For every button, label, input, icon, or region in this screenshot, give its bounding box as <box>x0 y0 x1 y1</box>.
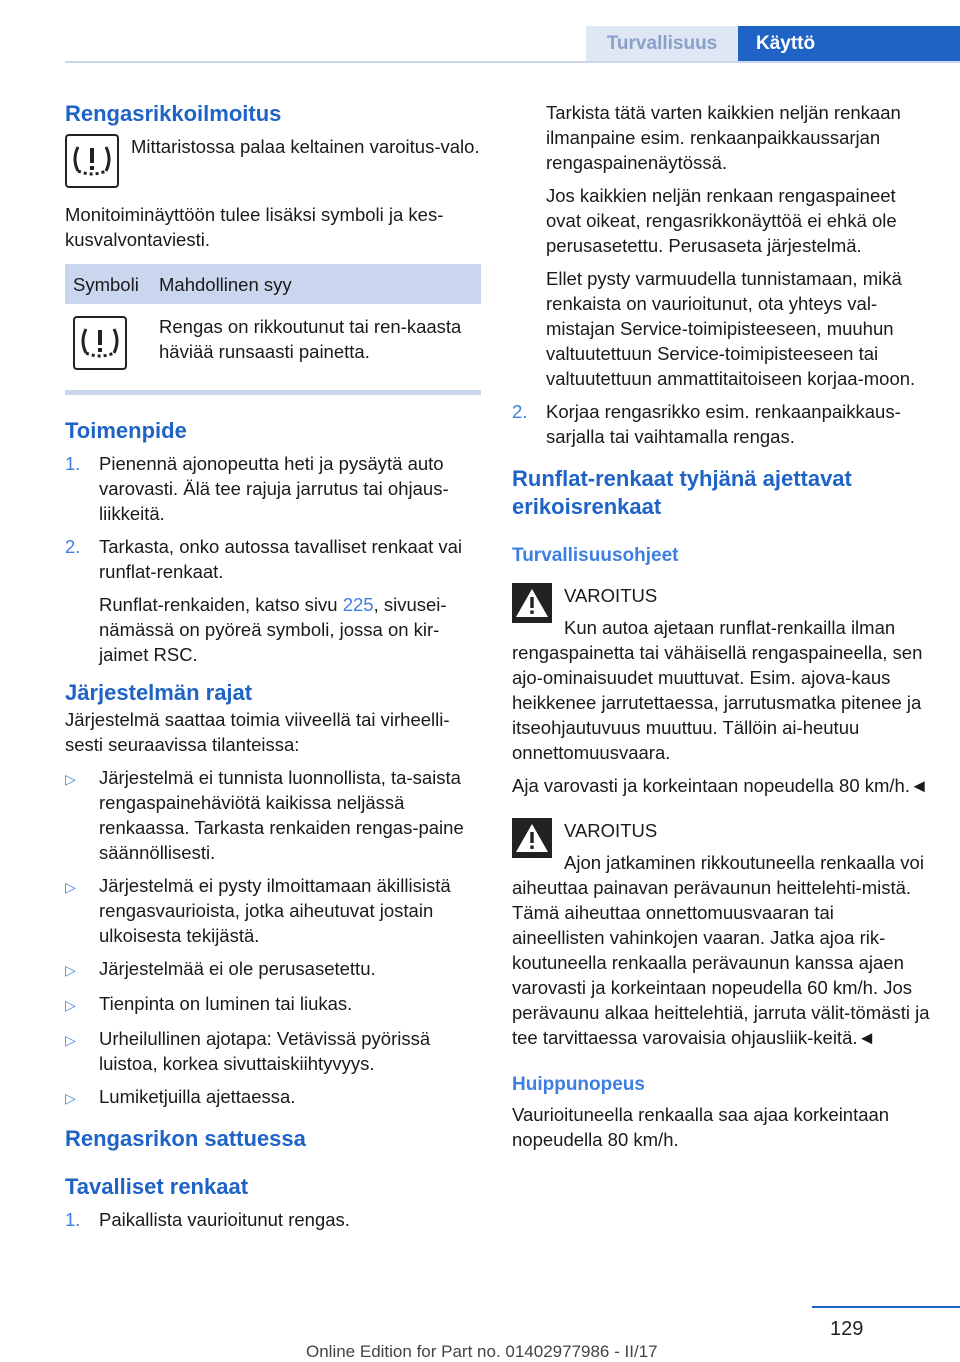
list-item <box>512 399 930 449</box>
table-row <box>65 304 481 378</box>
bullet-triangle-icon: ▷ <box>65 1032 76 1048</box>
list-item <box>65 873 481 948</box>
list-item <box>65 765 481 865</box>
rajat-list <box>65 765 481 1111</box>
rajat-intro: Järjestelmä saattaa toimia viiveellä tai virheelli-sesti seuraavissa tilanteissa: <box>65 709 450 755</box>
paragraph-ellet: Ellet pysty varmuudella tunnistamaan, mikä renkaista on vaurioitunut, ota yhteys val-mistajan Service-toimipisteeseen, muuhun valtuutettuun Service-toimipisteeseen tai valtuutettuun ammattitaitoiseen korjaa-moon. <box>546 268 916 389</box>
list-text: Lumiketjuilla ajettaessa. <box>99 1086 296 1107</box>
list-text: Paikallista vaurioitunut rengas. <box>99 1209 350 1230</box>
list-text: Järjestelmä ei tunnista luonnollista, ta-saista rengaspainehäviötä kaikissa neljässä renkaassa. Tarkasta renkaiden rengas-paine säännöllisesti. <box>99 767 464 863</box>
footer-rule <box>812 1306 960 1308</box>
list-number: 1. <box>65 1209 81 1230</box>
list-text: Tienpinta on luminen tai liukas. <box>99 993 353 1014</box>
page-link-225[interactable]: 225 <box>342 594 374 615</box>
warning-title-1: VAROITUS <box>564 585 658 606</box>
list-text: Pienennä ajonopeutta heti ja pysäytä auto varovasti. Älä tee rajuja jarrutus tai ohjaus-liikkeitä. <box>99 453 449 524</box>
toimenpide-list <box>65 451 481 667</box>
heading-tavalliset: Tavalliset renkaat <box>65 1174 249 1199</box>
table-header-symbol: Symboli <box>65 264 151 304</box>
edition-text: Online Edition for Part no. 01402977986 - II/17 <box>306 1342 658 1361</box>
list-text: Tarkasta, onko autossa tavalliset renkaat vai runflat-renkaat. <box>99 536 462 582</box>
table-bottom-rule <box>65 390 481 395</box>
list-body <box>99 534 481 667</box>
runflat-post: , sivusei-nämässä on pyöreä symboli, jossa on kir-jaimet RSC. <box>99 594 447 665</box>
heading-toimenpide: Toimenpide <box>65 418 187 443</box>
bullet-triangle-icon: ▷ <box>65 997 76 1013</box>
tire-pressure-warning-icon <box>73 316 127 370</box>
header-rule <box>65 61 960 63</box>
paragraph-monitoimi: Monitoiminäyttöön tulee lisäksi symboli ja kes-kusvalvontaviesti. <box>65 204 444 250</box>
left-column <box>65 100 481 1240</box>
header-chapter-tab[interactable]: Käyttö <box>738 26 960 61</box>
list-item <box>65 956 481 983</box>
warning-triangle-icon <box>512 818 552 858</box>
symbol-table <box>65 264 481 378</box>
heading-rengasrikkoilmoitus: Rengasrikkoilmoitus <box>65 101 282 126</box>
runflat-pre: Runflat-renkaiden, katso sivu <box>99 594 343 615</box>
bullet-triangle-icon: ▷ <box>65 1090 76 1106</box>
runflat-reference <box>99 592 481 667</box>
right-column <box>512 100 930 1152</box>
warning-triangle-icon <box>512 583 552 623</box>
list-number: 1. <box>65 453 81 474</box>
heading-runflat: Runflat-renkaat tyhjänä ajettavat erikoisrenkaat <box>512 466 852 519</box>
list-text: Järjestelmä ei pysty ilmoittamaan äkillisistä rengasvaurioista, jotka aiheutuvat jostain ulkoisesta tekijästä. <box>99 875 451 946</box>
bullet-triangle-icon: ▷ <box>65 771 76 787</box>
bullet-triangle-icon: ▷ <box>65 879 76 895</box>
list-item <box>65 534 481 667</box>
warning-title-2: VAROITUS <box>564 820 658 841</box>
table-cell-cause: Rengas on rikkoutunut tai ren-kaasta häviää runsaasti painetta. <box>159 316 462 362</box>
heading-sattuessa: Rengasrikon sattuessa <box>65 1126 306 1151</box>
warning-text-1: Kun autoa ajetaan runflat-renkailla ilman rengaspainetta tai vähäisellä rengaspaineella, sen ajo-ominaisuudet muuttuvat. Esim. ajova-kaus heikkenee jarrutettaessa, jarrutusmatka pitenee ja itseohjautuvuus muuttuu. Tällöin ai-heutuu onnettomuusvaara. <box>512 617 923 763</box>
warning-light-row <box>65 134 481 188</box>
paragraph-tarkista: Tarkista tätä varten kaikkien neljän renkaan ilmanpaine esim. renkaanpaikkaussarjan rengaspainenäytössä. <box>546 102 901 173</box>
step1-continuation <box>512 100 930 391</box>
page-number: 129 <box>830 1318 864 1340</box>
list-text: Korjaa rengasrikko esim. renkaanpaikkaus-sarjalla tai vaihtamalla rengas. <box>546 401 901 447</box>
list-item <box>65 991 481 1018</box>
header-section-tab[interactable]: Turvallisuus <box>586 26 738 61</box>
table-cell-symbol <box>65 304 151 378</box>
heading-huippunopeus: Huippunopeus <box>512 1074 645 1095</box>
list-item <box>65 1026 481 1076</box>
warning-p2-1: Aja varovasti ja korkeintaan nopeudella 80 km/h.◄ <box>512 775 929 796</box>
tire-pressure-warning-icon <box>65 134 119 188</box>
list-item <box>65 451 481 526</box>
paragraph-jos: Jos kaikkien neljän renkaan rengaspaineet ovat oikeat, rengasrikkonäyttöä ei ehkä ole perusasetettu. Perusaseta järjestelmä. <box>546 185 897 256</box>
bullet-triangle-icon: ▷ <box>65 962 76 978</box>
list-text: Järjestelmää ei ole perusasetettu. <box>99 958 376 979</box>
step2-list <box>512 399 930 449</box>
warning-light-text: Mittaristossa palaa keltainen varoitus-valo. <box>131 136 480 157</box>
tavalliset-list <box>65 1207 481 1232</box>
warning-text-2: Ajon jatkaminen rikkoutuneella renkaalla voi aiheuttaa painavan perävaunun heittelehti-mistä. Tämä aiheuttaa onnettomuusvaaran tai aineellisten vahinkojen vaaran. Jatka ajoa rik-koutuneella renkaalla perävaunun kanssa ajaen varovasti ja korkeintaan nopeudella 60 km/h. Jos perävaunu alkaa heittelehtiä, jarruta välit-tömästi ja tee tarvittaessa varovaisia ohjausliik-keitä.◄ <box>512 852 930 1048</box>
list-item <box>65 1084 481 1111</box>
table-header-cause: Mahdollinen syy <box>151 264 481 304</box>
list-text: Urheilullinen ajotapa: Vetävissä pyörissä luistoa, korkea sivuttaiskiihtyvyys. <box>99 1028 431 1074</box>
list-number: 2. <box>65 536 81 557</box>
heading-turvallisuusohjeet: Turvallisuusohjeet <box>512 545 679 566</box>
list-item <box>65 1207 481 1232</box>
paragraph-huippunopeus: Vaurioituneella renkaalla saa ajaa korkeintaan nopeudella 80 km/h. <box>512 1104 890 1150</box>
heading-rajat: Järjestelmän rajat <box>65 680 253 705</box>
list-number: 2. <box>512 401 528 422</box>
